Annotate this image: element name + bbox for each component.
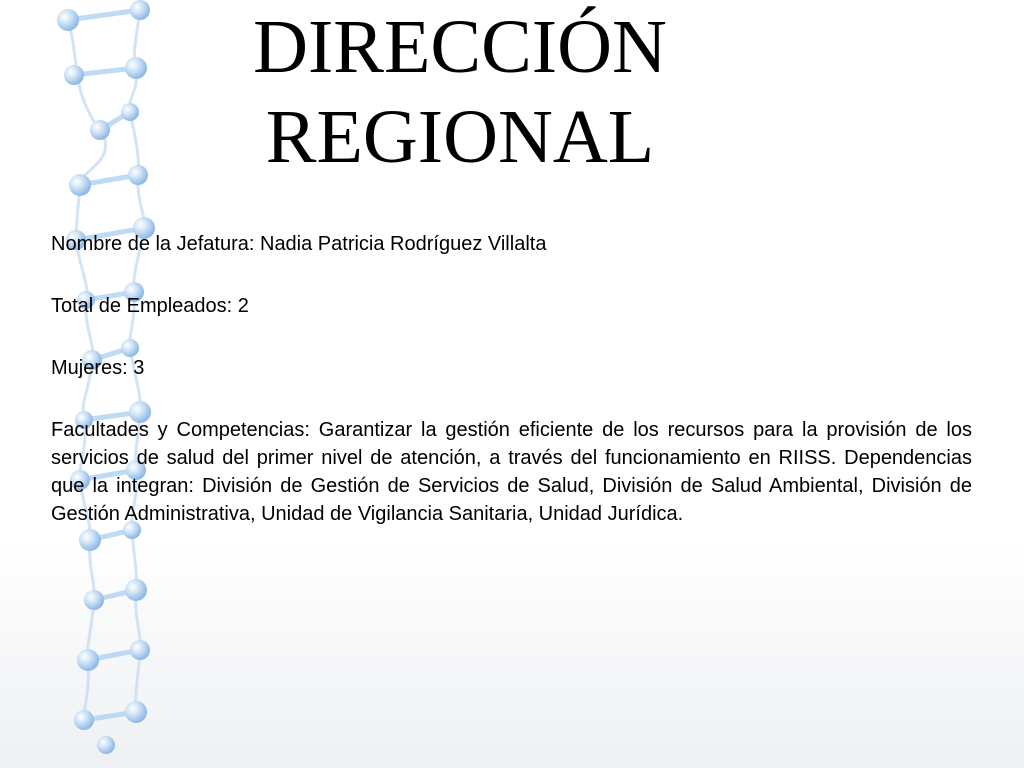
jefatura-field: Nombre de la Jefatura: Nadia Patricia Rodríguez Villalta <box>51 233 547 255</box>
content-body <box>51 230 972 528</box>
facultades-paragraph: Facultades y Competencias: Garantizar la gestión eficiente de los recursos para la provisión de los servicios de salud del primer nivel de atención, a través del funcionamiento en RIISS. Dependencias que la integran: División de Gestión de Servicios de Salud, División de Salud Ambiental, División de Gestión Administrativa, Unidad de Vigilancia Sanitaria, Unidad Jurídica. <box>51 419 972 525</box>
page-title <box>150 2 770 182</box>
total-empleados-field: Total de Empleados: 2 <box>51 295 249 317</box>
title-line-2: REGIONAL <box>265 95 655 179</box>
mujeres-field: Mujeres: 3 <box>51 357 145 379</box>
title-line-1: DIRECCIÓN <box>253 5 667 89</box>
